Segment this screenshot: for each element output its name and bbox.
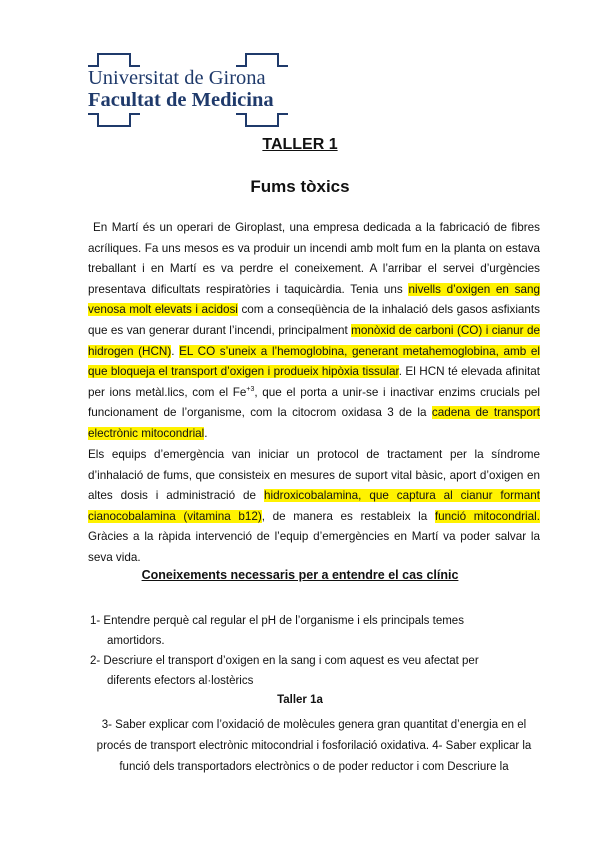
university-name: Universitat de Girona [88, 67, 266, 89]
highlight: EL CO s’uneix a l’hemoglobina, generant metahemoglobina, amb el que bloqueja el transport d’oxigen i produeix hipòxia tissular [88, 344, 540, 379]
list-item: 3- Saber explicar com l’oxidació de molècules genera gran quantitat d’energia en el procés de transport electrònic mitocondrial i fosforilació oxidativa. 4- Saber explicar la funció dels transportadors electrònics o de poder reductor i com Descriure la [96, 719, 532, 773]
highlight: funció mitocondrial. [434, 509, 540, 523]
list-item: 1- Entendre perquè cal regular el pH de l’organisme i els principals temes amortidors. [90, 615, 464, 647]
list-item: 2- Descriure el transport d’oxigen en la sang i com aquest es veu afectat per diferents efectors al·lostèrics [90, 655, 479, 687]
case-paragraph-2: Els equips d’emergència van iniciar un protocol de tractament per la síndrome d’inhalació de fums, que consisteix en mesures de suport vital bàsic, aport d’oxigen en altes dosis i administració de hidroxicobalamina, que captura al cianur formant cianocobalamina (vitamina b12), de manera es restableix la funció mitocondrial. Gràcies a la ràpida intervenció de l’equip d’emergències en Martí va poder salvar la seva vida. [88, 448, 540, 564]
highlight: hidroxicobalamina, que captura al cianur formant cianocobalamina (vitamina b12) [88, 489, 540, 523]
highlight: monòxid de carboni (CO) i cianur de hidrogen (HCN) [88, 323, 540, 358]
faculty-name: Facultat de Medicina [88, 89, 274, 111]
highlight: nivells d’oxigen en sang venosa molt elevats i acidosi [88, 282, 540, 317]
section-heading: Coneixements necessaris per a entendre el cas clínic [141, 568, 459, 582]
logo-bottom-ornament [88, 112, 288, 128]
page-title: TALLER 1 [262, 136, 338, 153]
highlight: cadena de transport electrònic mitocondrial [88, 406, 540, 440]
logo-top-ornament [88, 52, 288, 68]
page-subtitle: Fums tòxics [250, 177, 350, 196]
case-paragraph-1: En Martí és un operari de Giroplast, una empresa dedicada a la fabricació de fibres acríliques. Fa uns mesos es va produir un incendi amb molt fum en la planta on estava treballant i en Martí es va perdre el coneixement. A l’arribar el servei d’urgències presentava dificultats respiratòries i taquicàrdia. Tenia uns nivells d’oxigen en sang venosa molt elevats i acidosi com a conseqüència de la inhalació dels gasos asfixiants que es van generar durant l’incendi, principalment monòxid de carboni (CO) i cianur de hidrogen (HCN). EL CO s’uneix a l’hemoglobina, generant metahemoglobina, amb el que bloqueja el transport d’oxigen i produeix hipòxia tissular. El HCN té elevada afinitat per ions metàl.lics, com el $Fe^{+3}$, que el porta a unir-se i inactivar enzims crucials pel funcionament de l’organisme, com la citocrom oxidasa 3 de la cadena de transport electrònic mitocondrial. [88, 221, 541, 440]
sub-heading: Taller 1a [277, 694, 323, 706]
university-logo [88, 52, 288, 126]
